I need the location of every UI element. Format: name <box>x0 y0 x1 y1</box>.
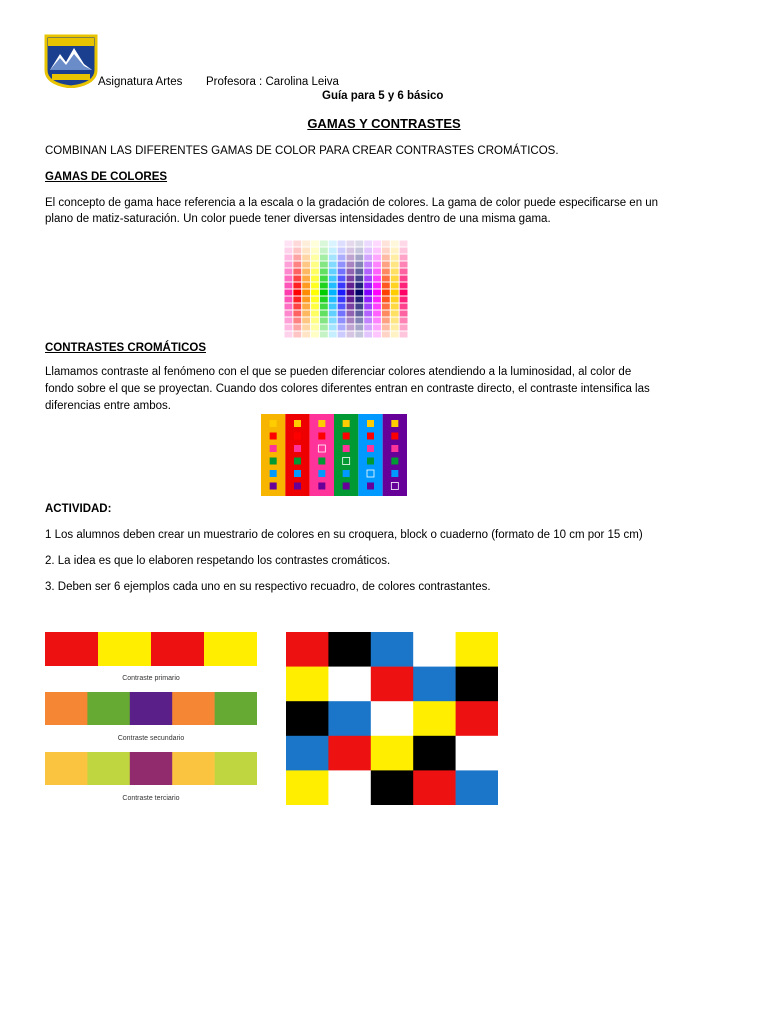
contrast-square <box>391 433 398 440</box>
gamut-cell <box>320 325 328 331</box>
gamut-cell <box>355 318 363 324</box>
grid-cell <box>286 701 329 736</box>
contrast-square <box>367 445 374 452</box>
gamut-cell <box>302 255 310 261</box>
gamut-cell <box>285 304 293 310</box>
gamut-cell <box>302 290 310 296</box>
activity-item-1: 1 Los alumnos deben crear un muestrario de colores en su croquera, block o cuaderno (formato de 10 cm por 15 cm) <box>45 529 643 541</box>
grid-cell <box>328 770 371 805</box>
contrast-square <box>318 483 325 490</box>
gamut-cell <box>338 241 346 247</box>
gamut-cell <box>338 332 346 338</box>
contrast-square <box>318 433 325 440</box>
gamut-cell <box>302 283 310 289</box>
secondary-color-block <box>45 692 88 725</box>
grid-cell <box>413 632 456 667</box>
gamut-cell <box>373 262 381 268</box>
grid-cell <box>371 736 414 771</box>
grid-cell <box>371 632 414 667</box>
gamut-cell <box>302 276 310 282</box>
gamut-cell <box>320 276 328 282</box>
activity-item-3: 3. Deben ser 6 ejemplos cada uno en su respectivo recuadro, de colores contrastantes. <box>45 581 491 593</box>
contrast-square <box>294 470 301 477</box>
gamut-cell <box>338 269 346 275</box>
gamut-cell <box>391 290 399 296</box>
gamut-cell <box>347 332 355 338</box>
grid-cell <box>371 770 414 805</box>
gamut-cell <box>347 304 355 310</box>
page-title: GAMAS Y CONTRASTES <box>307 116 461 131</box>
gamut-cell <box>382 318 390 324</box>
contrast-square <box>270 445 277 452</box>
gamut-cell <box>355 325 363 331</box>
gamut-cell <box>285 255 293 261</box>
gamut-cell <box>400 241 408 247</box>
gamut-cell <box>400 262 408 268</box>
gamut-cell <box>302 325 310 331</box>
gamut-cell <box>373 248 381 254</box>
gamut-cell <box>355 269 363 275</box>
gamut-cell <box>311 262 319 268</box>
gamut-cell <box>302 311 310 317</box>
gamut-cell <box>285 241 293 247</box>
contrast-square <box>343 445 350 452</box>
grid-cell <box>328 736 371 771</box>
contrast-square <box>270 433 277 440</box>
contrast-square <box>294 458 301 465</box>
gamut-cell <box>320 241 328 247</box>
gamut-cell <box>320 262 328 268</box>
gamut-cell <box>382 248 390 254</box>
gamut-cell <box>311 290 319 296</box>
secondary-color-block <box>87 692 130 725</box>
tertiary-contrast-caption: Contraste terciario <box>122 795 180 802</box>
gamut-cell <box>347 311 355 317</box>
tertiary-color-block <box>130 752 173 785</box>
gamut-cell <box>391 269 399 275</box>
intro-text: COMBINAN LAS DIFERENTES GAMAS DE COLOR PARA CREAR CONTRASTES CROMÁTICOS. <box>45 145 559 157</box>
gamut-cell <box>329 304 337 310</box>
gamut-cell <box>373 311 381 317</box>
contrast-square <box>318 470 325 477</box>
gamut-cell <box>293 304 301 310</box>
gamut-cell <box>364 269 372 275</box>
grid-cell <box>286 632 329 667</box>
gamut-cell <box>285 290 293 296</box>
grid-cell <box>286 770 329 805</box>
gamut-cell <box>320 332 328 338</box>
gamut-cell <box>329 311 337 317</box>
contrast-square <box>343 470 350 477</box>
tertiary-color-block <box>215 752 257 785</box>
gamut-cell <box>391 276 399 282</box>
gamut-cell <box>347 269 355 275</box>
contrast-square <box>367 483 374 490</box>
gamut-cell <box>311 332 319 338</box>
grid-cell <box>456 701 498 736</box>
gamut-cell <box>338 248 346 254</box>
contrast-square <box>294 483 301 490</box>
gamut-cell <box>293 269 301 275</box>
color-gamut-image <box>284 240 408 338</box>
gamut-cell <box>329 332 337 338</box>
gamut-cell <box>293 297 301 303</box>
gamut-cell <box>302 262 310 268</box>
gamut-cell <box>400 290 408 296</box>
gamut-cell <box>338 325 346 331</box>
contrast-square <box>270 420 277 427</box>
gamut-cell <box>347 276 355 282</box>
gamut-cell <box>302 304 310 310</box>
secondary-contrast-strip <box>45 692 257 725</box>
gamut-cell <box>302 318 310 324</box>
grid-cell <box>413 667 456 702</box>
gamut-cell <box>320 311 328 317</box>
gamut-cell <box>400 269 408 275</box>
contrast-strips-image <box>261 414 407 496</box>
contrast-square <box>367 433 374 440</box>
gamut-cell <box>364 283 372 289</box>
contrast-square <box>367 458 374 465</box>
primary-contrast-caption: Contraste primario <box>122 675 180 682</box>
contrast-square <box>270 470 277 477</box>
gamut-cell <box>391 241 399 247</box>
gamut-cell <box>302 269 310 275</box>
gamut-cell <box>382 241 390 247</box>
gamut-cell <box>302 241 310 247</box>
gamut-cell <box>293 262 301 268</box>
gamut-cell <box>329 318 337 324</box>
gamut-cell <box>364 290 372 296</box>
gamut-cell <box>391 304 399 310</box>
secondary-color-block <box>215 692 257 725</box>
gamut-cell <box>347 290 355 296</box>
gamut-cell <box>311 311 319 317</box>
gamut-cell <box>285 311 293 317</box>
gamut-cell <box>329 241 337 247</box>
subject-label: Asignatura Artes <box>98 76 183 88</box>
gamut-cell <box>311 325 319 331</box>
gamut-cell <box>285 269 293 275</box>
contrast-square <box>367 420 374 427</box>
contrastes-line-1: Llamamos contraste al fenómeno con el que se pueden diferenciar colores atendiendo a la luminosidad, al color de <box>45 366 632 378</box>
section-heading-contrastes: CONTRASTES CROMÁTICOS <box>45 342 206 354</box>
contrast-square <box>391 483 398 490</box>
gamut-cell <box>355 332 363 338</box>
gamut-cell <box>293 290 301 296</box>
school-logo <box>44 34 98 88</box>
gamut-cell <box>355 304 363 310</box>
gamut-cell <box>329 297 337 303</box>
gamut-cell <box>311 248 319 254</box>
gamut-cell <box>400 276 408 282</box>
gamut-cell <box>382 290 390 296</box>
gamut-cell <box>364 332 372 338</box>
section-heading-gamas: GAMAS DE COLORES <box>45 171 168 183</box>
gamut-cell <box>293 241 301 247</box>
gamut-cell <box>373 276 381 282</box>
gamut-cell <box>355 283 363 289</box>
gamut-cell <box>355 297 363 303</box>
gamut-cell <box>347 241 355 247</box>
gamut-cell <box>382 304 390 310</box>
contrast-square <box>343 420 350 427</box>
secondary-color-block <box>130 692 173 725</box>
gamut-cell <box>355 248 363 254</box>
gamut-cell <box>338 290 346 296</box>
contrast-square <box>391 470 398 477</box>
contrast-square <box>318 458 325 465</box>
gamut-cell <box>347 297 355 303</box>
gamut-cell <box>285 325 293 331</box>
gamut-cell <box>311 269 319 275</box>
gamut-cell <box>302 332 310 338</box>
gamut-cell <box>347 248 355 254</box>
gamut-cell <box>364 276 372 282</box>
gamut-cell <box>329 283 337 289</box>
contrastes-line-2: fondo sobre el que se proyectan. Cuando dos colores diferentes entran en contraste directo, el contraste intensifica las <box>45 383 650 395</box>
gamut-cell <box>382 332 390 338</box>
gamut-cell <box>347 255 355 261</box>
gamut-cell <box>400 255 408 261</box>
secondary-color-block <box>172 692 215 725</box>
gamut-cell <box>293 283 301 289</box>
gamut-cell <box>400 297 408 303</box>
gamut-cell <box>320 304 328 310</box>
gamut-cell <box>373 332 381 338</box>
gamut-cell <box>373 297 381 303</box>
gamut-cell <box>293 318 301 324</box>
contrast-square <box>343 458 350 465</box>
contrast-square <box>391 445 398 452</box>
gamut-cell <box>364 241 372 247</box>
gamut-cell <box>338 304 346 310</box>
gamut-cell <box>373 325 381 331</box>
activity-item-2: 2. La idea es que lo elaboren respetando los contrastes cromáticos. <box>45 555 391 567</box>
contrast-square <box>391 458 398 465</box>
gamut-cell <box>382 325 390 331</box>
gamut-cell <box>355 255 363 261</box>
secondary-contrast-caption: Contraste secundario <box>117 735 185 742</box>
gamut-cell <box>285 276 293 282</box>
gamut-cell <box>347 318 355 324</box>
gamut-cell <box>329 255 337 261</box>
gamut-cell <box>373 283 381 289</box>
gamut-cell <box>320 290 328 296</box>
teacher-label: Profesora : Carolina Leiva <box>206 76 339 88</box>
gamut-cell <box>373 255 381 261</box>
gamut-cell <box>285 248 293 254</box>
gamut-cell <box>311 297 319 303</box>
contrast-square <box>391 420 398 427</box>
gamut-cell <box>364 262 372 268</box>
grid-cell <box>413 770 456 805</box>
gamut-cell <box>382 311 390 317</box>
gamut-cell <box>400 283 408 289</box>
gamut-cell <box>320 283 328 289</box>
gamut-cell <box>311 318 319 324</box>
gamut-cell <box>329 248 337 254</box>
gamut-cell <box>338 262 346 268</box>
gamut-cell <box>293 325 301 331</box>
gamut-cell <box>293 332 301 338</box>
gamut-cell <box>311 276 319 282</box>
tertiary-color-block <box>45 752 88 785</box>
gamut-cell <box>364 297 372 303</box>
gamut-cell <box>391 248 399 254</box>
gamut-cell <box>320 255 328 261</box>
contrast-square <box>294 445 301 452</box>
gamut-cell <box>285 318 293 324</box>
gamut-cell <box>355 241 363 247</box>
gamut-cell <box>329 276 337 282</box>
contrast-square <box>343 433 350 440</box>
primary-color-block <box>151 632 204 666</box>
gamut-cell <box>285 297 293 303</box>
contrast-square <box>294 420 301 427</box>
grid-cell <box>456 736 498 771</box>
gamut-cell <box>320 248 328 254</box>
gamut-cell <box>293 311 301 317</box>
grid-cell <box>286 667 329 702</box>
guide-label: Guía para 5 y 6 básico <box>322 90 444 102</box>
gamut-cell <box>391 325 399 331</box>
gamut-cell <box>355 311 363 317</box>
gamut-cell <box>382 297 390 303</box>
gamut-cell <box>382 262 390 268</box>
gamut-cell <box>338 283 346 289</box>
contrast-grid-image <box>286 632 498 805</box>
gamut-cell <box>400 311 408 317</box>
gamut-cell <box>400 318 408 324</box>
gamut-cell <box>293 276 301 282</box>
gamut-cell <box>311 283 319 289</box>
tertiary-color-block <box>172 752 215 785</box>
gamut-cell <box>382 283 390 289</box>
gamut-cell <box>285 262 293 268</box>
gamut-cell <box>400 332 408 338</box>
gamut-cell <box>320 269 328 275</box>
gamut-cell <box>329 262 337 268</box>
gamut-cell <box>373 318 381 324</box>
tertiary-color-block <box>87 752 130 785</box>
grid-cell <box>371 701 414 736</box>
gamut-cell <box>400 304 408 310</box>
gamut-cell <box>285 332 293 338</box>
gamut-cell <box>391 262 399 268</box>
gamut-cell <box>302 248 310 254</box>
gamut-cell <box>373 304 381 310</box>
gamut-cell <box>355 276 363 282</box>
gamut-cell <box>364 248 372 254</box>
gamut-cell <box>364 255 372 261</box>
gamut-cell <box>329 269 337 275</box>
grid-cell <box>328 667 371 702</box>
gamut-cell <box>400 248 408 254</box>
gamut-cell <box>391 255 399 261</box>
gamut-cell <box>347 325 355 331</box>
gamut-cell <box>338 318 346 324</box>
gamut-cell <box>329 325 337 331</box>
gamut-cell <box>311 241 319 247</box>
gamut-cell <box>373 241 381 247</box>
contrast-square <box>318 445 325 452</box>
gamas-line-1: El concepto de gama hace referencia a la escala o la gradación de colores. La gama de color puede especificarse en un <box>45 197 659 209</box>
gamut-cell <box>391 311 399 317</box>
gamut-cell <box>382 276 390 282</box>
contrast-square <box>270 483 277 490</box>
gamut-cell <box>293 248 301 254</box>
grid-cell <box>456 770 498 805</box>
gamut-cell <box>391 318 399 324</box>
gamut-cell <box>355 290 363 296</box>
tertiary-contrast-strip <box>45 752 257 785</box>
gamut-cell <box>364 325 372 331</box>
gamut-cell <box>347 262 355 268</box>
gamut-cell <box>293 255 301 261</box>
gamut-cell <box>329 290 337 296</box>
gamut-cell <box>373 290 381 296</box>
primary-contrast-strip <box>45 632 257 666</box>
gamut-cell <box>364 304 372 310</box>
gamut-cell <box>338 276 346 282</box>
gamut-cell <box>285 283 293 289</box>
gamut-cell <box>338 297 346 303</box>
grid-cell <box>456 632 498 667</box>
gamut-cell <box>347 283 355 289</box>
primary-color-block <box>45 632 98 666</box>
grid-cell <box>413 701 456 736</box>
gamut-cell <box>302 297 310 303</box>
gamut-cell <box>320 318 328 324</box>
gamut-cell <box>382 255 390 261</box>
gamut-cell <box>364 318 372 324</box>
gamut-cell <box>355 262 363 268</box>
gamut-cell <box>373 269 381 275</box>
gamut-cell <box>400 325 408 331</box>
gamut-cell <box>391 283 399 289</box>
primary-color-block <box>204 632 257 666</box>
grid-cell <box>413 736 456 771</box>
grid-cell <box>456 667 498 702</box>
gamut-cell <box>391 297 399 303</box>
gamut-cell <box>338 311 346 317</box>
contrast-square <box>343 483 350 490</box>
gamut-cell <box>364 311 372 317</box>
contrast-square <box>294 433 301 440</box>
contrast-square <box>367 470 374 477</box>
grid-cell <box>328 701 371 736</box>
contrast-square <box>318 420 325 427</box>
gamut-cell <box>391 332 399 338</box>
primary-color-block <box>98 632 151 666</box>
grid-cell <box>328 632 371 667</box>
activity-heading: ACTIVIDAD: <box>45 503 112 515</box>
gamut-cell <box>338 255 346 261</box>
grid-cell <box>286 736 329 771</box>
gamut-cell <box>311 255 319 261</box>
contrast-square <box>270 458 277 465</box>
gamut-cell <box>311 304 319 310</box>
grid-cell <box>371 667 414 702</box>
contrastes-line-3: diferencias entre ambos. <box>45 400 171 412</box>
gamut-cell <box>382 269 390 275</box>
gamas-line-2: plano de matiz-saturación. Un color puede tener diversas intensidades dentro de una misma gama. <box>45 213 551 225</box>
gamut-cell <box>320 297 328 303</box>
